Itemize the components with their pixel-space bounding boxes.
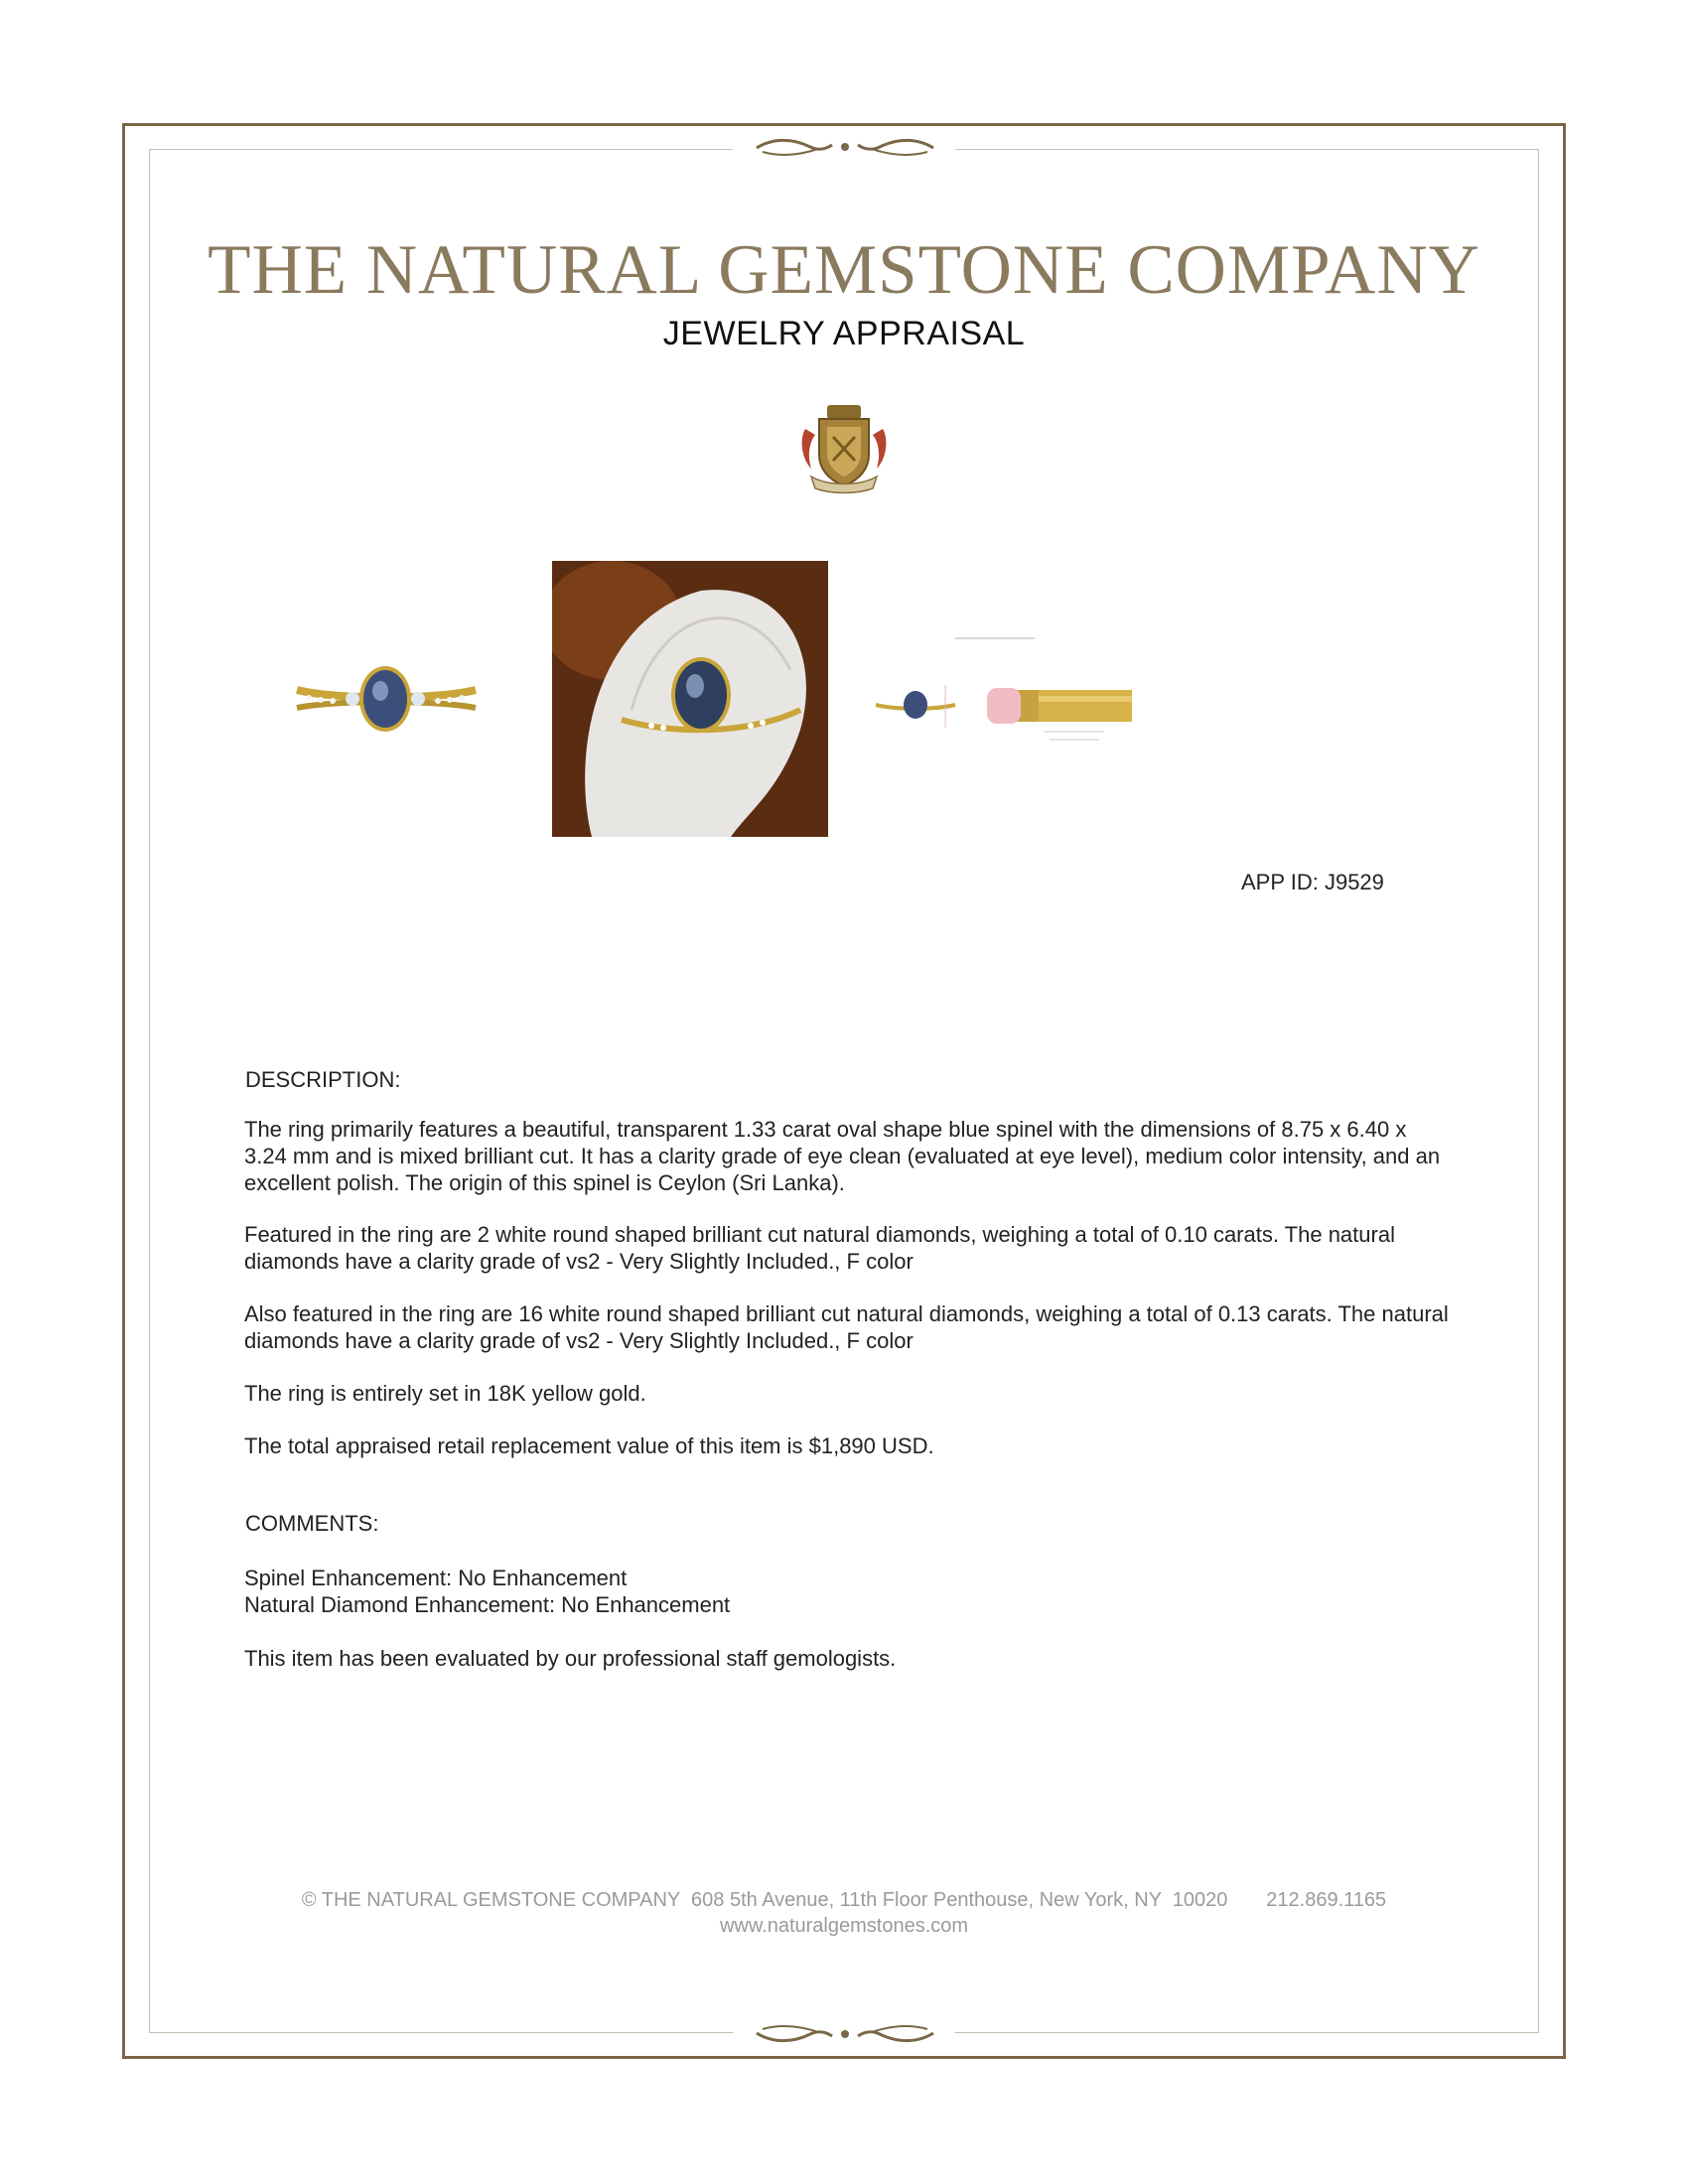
blank-image	[1162, 561, 1438, 837]
ring-scale-image	[856, 561, 1132, 837]
appraised-value-paragraph: The total appraised retail replacement value of this item is $1,890 USD.	[244, 1433, 934, 1458]
comment-line: Natural Diamond Enhancement: No Enhancement	[244, 1592, 731, 1617]
evaluation-note: This item has been evaluated by our professional staff gemologists.	[244, 1646, 897, 1671]
bottom-ornament-icon	[753, 2018, 937, 2048]
top-ornament-icon	[753, 133, 937, 163]
heraldic-crest-icon	[797, 399, 891, 494]
footer-address: © THE NATURAL GEMSTONE COMPANY 608 5th Avenue, 11th Floor Penthouse, New York, NY 10020 212.869.1165	[301, 1889, 1387, 1911]
description-paragraph: Featured in the ring are 2 white round shaped brilliant cut natural diamonds, weighing a total of 0.10 carats. The natural diamonds have a clarity grade of vs2 - Very Slightly Included., F color	[244, 1222, 1395, 1274]
company-name: THE NATURAL GEMSTONE COMPANY	[208, 231, 1480, 309]
description-paragraph: The ring primarily features a beautiful, transparent 1.33 carat oval shape blue spinel with the dimensions of 8.75 x 6.40 x 3.24 mm and is mixed brilliant cut. It has a clarity grade of eye clean (evaluated at eye level), medium color intensity, and an excellent polish. The origin of this spinel is Ceylon (Sri Lanka).	[244, 1117, 1441, 1195]
comment-line: Spinel Enhancement: No Enhancement	[244, 1566, 628, 1590]
app-id: APP ID: J9529	[1241, 870, 1384, 894]
ring-top-view-image	[247, 561, 523, 837]
description-label: DESCRIPTION:	[245, 1067, 401, 1092]
document-title: JEWELRY APPRAISAL	[662, 315, 1026, 352]
footer-website: www.naturalgemstones.com	[719, 1915, 969, 1937]
comments-label: COMMENTS:	[245, 1511, 379, 1536]
description-paragraph: Also featured in the ring are 16 white round shaped brilliant cut natural diamonds, weighing a total of 0.13 carats. The natural diamonds have a clarity grade of vs2 - Very Slightly Included., F color	[244, 1301, 1449, 1353]
ring-on-finger-image	[552, 561, 828, 837]
description-paragraph: The ring is entirely set in 18K yellow gold.	[244, 1381, 646, 1406]
